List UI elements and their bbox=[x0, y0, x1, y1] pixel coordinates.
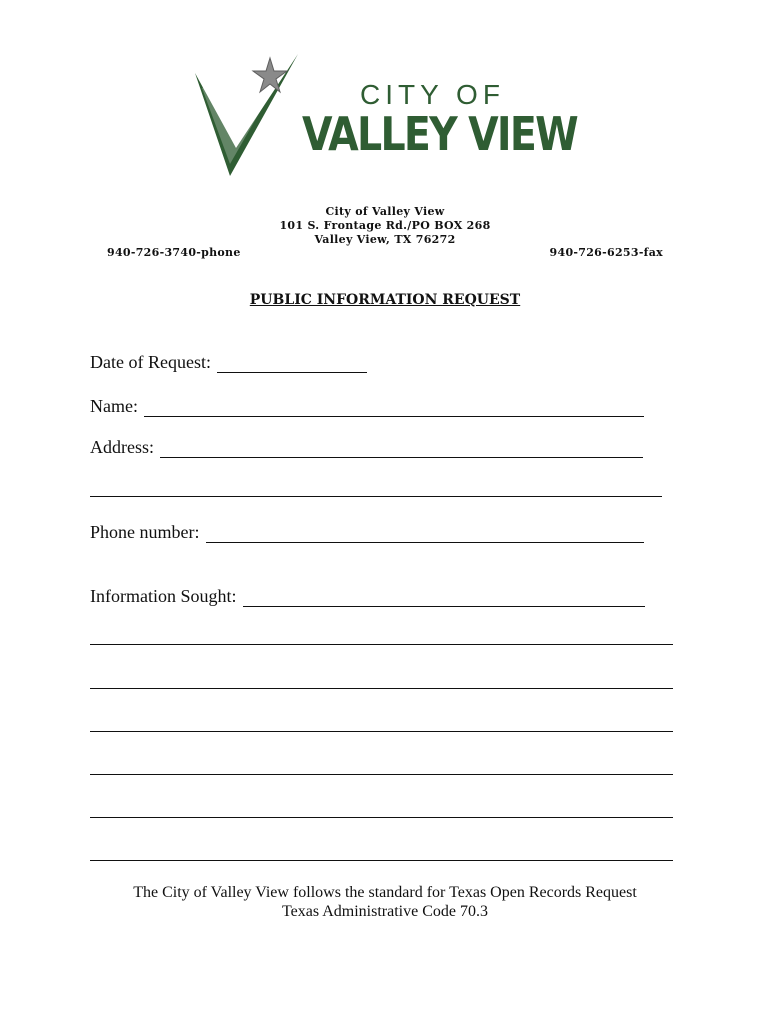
form-title: PUBLIC INFORMATION REQUEST bbox=[249, 292, 521, 308]
phone-number-line[interactable] bbox=[206, 524, 644, 543]
city-address-block bbox=[0, 205, 770, 247]
date-of-request-field[interactable] bbox=[90, 352, 367, 373]
information-sought-line[interactable] bbox=[243, 588, 645, 607]
address-line[interactable] bbox=[160, 439, 643, 458]
information-line-2[interactable] bbox=[90, 687, 673, 689]
city-logo bbox=[190, 48, 590, 183]
valley-view-logo-graphic bbox=[190, 48, 590, 183]
name-label: Name: bbox=[90, 396, 138, 416]
name-field[interactable] bbox=[90, 396, 644, 417]
address-field[interactable] bbox=[90, 437, 643, 458]
footer-note bbox=[0, 883, 770, 921]
address-line-3: Valley View, TX 76272 bbox=[314, 233, 456, 246]
information-line-6[interactable] bbox=[90, 859, 673, 861]
information-line-5[interactable] bbox=[90, 816, 673, 818]
phone-number-field[interactable] bbox=[90, 522, 644, 543]
name-line[interactable] bbox=[144, 398, 644, 417]
information-line-4[interactable] bbox=[90, 773, 673, 775]
star-icon bbox=[253, 58, 287, 92]
footer-line-2: Texas Administrative Code 70.3 bbox=[282, 903, 488, 920]
information-line-3[interactable] bbox=[90, 730, 673, 732]
footer-line-1: The City of Valley View follows the standard for Texas Open Records Request bbox=[133, 884, 637, 901]
date-of-request-label: Date of Request: bbox=[90, 352, 211, 372]
information-line-1[interactable] bbox=[90, 643, 673, 645]
address-line-1: City of Valley View bbox=[325, 205, 445, 218]
logo-line2: VALLEY VIEW bbox=[302, 107, 579, 161]
address-line-2: 101 S. Frontage Rd./PO BOX 268 bbox=[279, 219, 491, 232]
city-fax: 940-726-6253-fax bbox=[549, 246, 663, 259]
information-sought-field[interactable] bbox=[90, 586, 645, 607]
phone-number-label: Phone number: bbox=[90, 522, 200, 542]
address-label: Address: bbox=[90, 437, 154, 457]
information-sought-label: Information Sought: bbox=[90, 586, 237, 606]
city-phone: 940-726-3740-phone bbox=[107, 246, 241, 259]
logo-line1: CITY OF bbox=[360, 79, 505, 110]
address-line-extra[interactable] bbox=[90, 495, 662, 497]
date-of-request-line[interactable] bbox=[217, 354, 367, 373]
